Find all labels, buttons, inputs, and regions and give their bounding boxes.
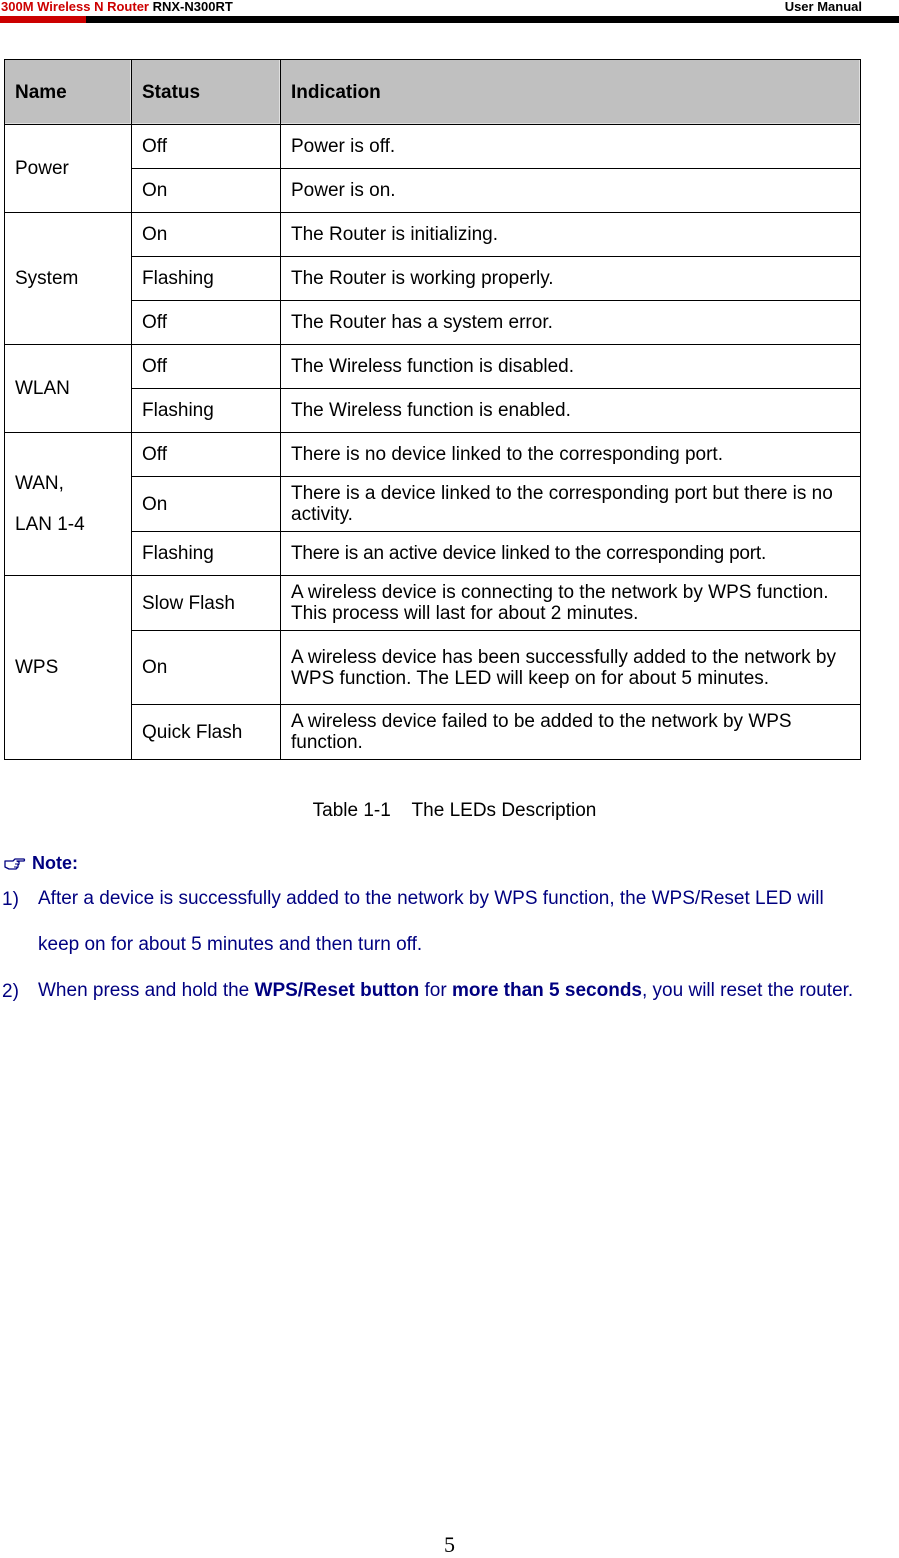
indication-cell: Power is on. [281,169,861,213]
table-row [5,532,861,576]
indication-cell: There is a device linked to the corresponding port but there is no activity. [281,477,861,532]
status-cell: On [132,631,281,705]
table-row [5,301,861,345]
led-name-wan-lan [5,433,132,576]
status-cell: Quick Flash [132,705,281,760]
led-name-system: System [5,213,132,345]
header-status: Status [132,60,281,125]
indication-cell: There is no device linked to the corresponding port. [281,433,861,477]
table-row [5,125,861,169]
status-cell: Off [132,301,281,345]
table-header-row [5,60,861,125]
status-cell: Flashing [132,389,281,433]
led-name-wlan: WLAN [5,345,132,433]
header-name: Name [5,60,132,125]
table-row [5,705,861,760]
model-number: RNX-N300RT [149,0,233,14]
status-cell: On [132,477,281,532]
status-cell: On [132,213,281,257]
led-description-table [4,59,861,760]
table-row [5,433,861,477]
led-name-power: Power [5,125,132,213]
status-cell: On [132,169,281,213]
pointing-hand-icon [4,857,26,871]
indication-cell: The Wireless function is disabled. [281,345,861,389]
text-run: When press and hold the [38,980,255,1001]
indication-cell: The Router has a system error. [281,301,861,345]
status-cell: Off [132,433,281,477]
header-rule [86,16,899,23]
list-text [38,968,865,1014]
indication-cell: A wireless device is connecting to the network by WPS function. This process will last for about 2 minutes. [281,576,861,631]
table-caption: Table 1-1 The LEDs Description [312,800,597,821]
list-text: After a device is successfully added to the network by WPS function, the WPS/Reset LED will keep on for about 5 minutes and then turn off. [38,888,824,955]
header-accent-bar [0,16,86,23]
table-row [5,345,861,389]
text-run: , you will reset the router. [642,980,854,1001]
table-row [5,477,861,532]
note-heading [4,853,78,874]
document-title [1,0,233,14]
table-row [5,213,861,257]
list-number: 2) [2,981,19,1002]
emphasis-text: more than 5 seconds [451,980,642,1001]
table-row [5,576,861,631]
status-cell: Slow Flash [132,576,281,631]
indication-cell: Power is off. [281,125,861,169]
status-cell: Flashing [132,257,281,301]
led-name-wps: WPS [5,576,132,760]
list-number: 1) [2,889,19,910]
indication-cell: The Wireless function is enabled. [281,389,861,433]
table-row [5,169,861,213]
table-row [5,257,861,301]
page-header [0,0,899,26]
emphasis-text: WPS/Reset button [254,980,420,1001]
header-indication: Indication [281,60,861,125]
manual-label: User Manual [784,0,862,14]
indication-cell: The Router is initializing. [281,213,861,257]
table-row [5,631,861,705]
led-name-line: LAN 1-4 [15,514,85,535]
indication-cell: The Router is working properly. [281,257,861,301]
led-name-line: WAN, [15,473,64,494]
page-number: 5 [444,1532,455,1557]
status-cell: Off [132,345,281,389]
status-cell: Off [132,125,281,169]
status-cell: Flashing [132,532,281,576]
indication-cell: A wireless device has been successfully added to the network by WPS function. The LED will keep on for about 5 minutes. [281,631,861,705]
table-row [5,389,861,433]
text-run: for [419,980,452,1001]
indication-cell: A wireless device failed to be added to the network by WPS function. [281,705,861,760]
product-name: 300M Wireless N Router [1,0,149,14]
indication-cell: There is an active device linked to the corresponding port. [281,532,861,576]
note-label: Note: [32,853,78,873]
